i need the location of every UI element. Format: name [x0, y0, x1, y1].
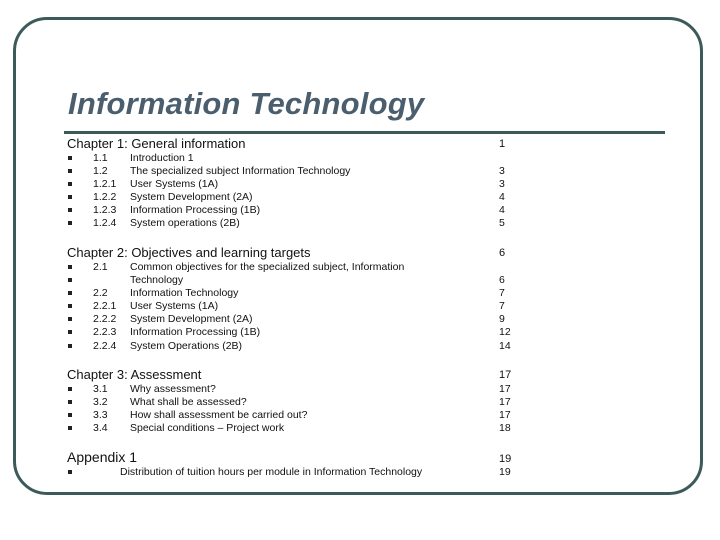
toc-text: System Development (2A)	[130, 313, 253, 325]
toc-row	[0, 204, 720, 217]
toc-number: 1.2	[93, 165, 108, 177]
bullet-icon	[68, 330, 72, 334]
toc-row	[0, 313, 720, 326]
toc-page: 4	[499, 191, 505, 203]
toc-text: Information Processing (1B)	[130, 326, 261, 338]
toc-number: 1.2.4	[93, 217, 117, 229]
toc-text: Common objectives for the specialized subject, Information	[130, 261, 405, 273]
toc-text: Information Technology	[130, 287, 239, 299]
toc-number: 2.2.1	[93, 300, 117, 312]
toc-row	[0, 178, 720, 191]
toc-row	[0, 326, 720, 339]
toc-text: Distribution of tuition hours per module in Information Technology	[120, 466, 423, 478]
toc-page: 19	[499, 466, 511, 478]
toc-number: 3.1	[93, 383, 108, 395]
toc-number: 3.2	[93, 396, 108, 408]
toc-page: 3	[499, 178, 505, 190]
title-divider	[64, 131, 665, 134]
toc-text: Introduction 1	[130, 152, 194, 164]
toc-text: What shall be assessed?	[130, 396, 247, 408]
toc-page: 7	[499, 300, 505, 312]
toc-row	[0, 274, 720, 287]
bullet-icon	[68, 221, 72, 225]
toc-text: System Development (2A)	[130, 191, 253, 203]
toc-row	[0, 300, 720, 313]
bullet-icon	[68, 317, 72, 321]
slide-title: Information Technology	[68, 86, 425, 121]
bullet-icon	[68, 195, 72, 199]
toc-page: 17	[499, 396, 511, 408]
toc-number: 1.2.2	[93, 191, 117, 203]
bullet-icon	[68, 182, 72, 186]
toc-text: How shall assessment be carried out?	[130, 409, 308, 421]
toc-row	[0, 191, 720, 204]
bullet-icon	[68, 278, 72, 282]
toc-page: 9	[499, 313, 505, 325]
toc-page: 17	[499, 383, 511, 395]
section-title: Chapter 1: General information	[67, 136, 246, 151]
toc-page: 6	[499, 274, 505, 286]
toc-text: System operations (2B)	[130, 217, 240, 229]
toc-page: 3	[499, 165, 505, 177]
section-title: Chapter 2: Objectives and learning targets	[67, 245, 311, 260]
toc-number: 2.2	[93, 287, 108, 299]
toc-number: 2.2.4	[93, 340, 117, 352]
bullet-icon	[68, 304, 72, 308]
toc-number: 1.2.3	[93, 204, 117, 216]
toc-row	[0, 340, 720, 353]
toc-row	[0, 396, 720, 409]
toc-text: Information Processing (1B)	[130, 204, 261, 216]
toc-number: 2.2.2	[93, 313, 117, 325]
bullet-icon	[68, 470, 72, 474]
toc-number: 1.1	[93, 152, 108, 164]
toc-row	[0, 422, 720, 435]
toc-page: 4	[499, 204, 505, 216]
bullet-icon	[68, 426, 72, 430]
toc-text: Why assessment?	[130, 383, 216, 395]
bullet-icon	[68, 169, 72, 173]
bullet-icon	[68, 413, 72, 417]
toc-row	[0, 383, 720, 396]
toc-text: User Systems (1A)	[130, 300, 219, 312]
toc-text: System Operations (2B)	[130, 340, 243, 352]
toc-page: 18	[499, 422, 511, 434]
bullet-icon	[68, 387, 72, 391]
bullet-icon	[68, 265, 72, 269]
bullet-icon	[68, 291, 72, 295]
toc-row	[0, 466, 720, 479]
section-title: Chapter 3: Assessment	[67, 367, 202, 382]
toc-number: 1.2.1	[93, 178, 117, 190]
section-page: 6	[499, 247, 506, 259]
toc-row	[0, 217, 720, 230]
toc-row	[0, 152, 720, 165]
toc-row	[0, 261, 720, 274]
toc-page: 5	[499, 217, 505, 229]
toc-page: 17	[499, 409, 511, 421]
section-page: 19	[499, 453, 512, 465]
toc-text: The specialized subject Information Technology	[130, 165, 351, 177]
toc-text: User Systems (1A)	[130, 178, 219, 190]
bullet-icon	[68, 344, 72, 348]
toc-row	[0, 165, 720, 178]
toc-text: Technology	[130, 274, 184, 286]
bullet-icon	[68, 208, 72, 212]
toc-page: 12	[499, 326, 511, 338]
toc-number: 3.3	[93, 409, 108, 421]
toc-text: Special conditions – Project work	[130, 422, 285, 434]
toc-page: 7	[499, 287, 505, 299]
section-title: Appendix 1	[67, 449, 138, 465]
toc-row	[0, 409, 720, 422]
toc-page: 14	[499, 340, 511, 352]
toc-number: 2.1	[93, 261, 108, 273]
toc-number: 2.2.3	[93, 326, 117, 338]
bullet-icon	[68, 156, 72, 160]
section-page: 17	[499, 369, 512, 381]
toc-number: 3.4	[93, 422, 108, 434]
toc-row	[0, 287, 720, 300]
section-page: 1	[499, 138, 506, 150]
bullet-icon	[68, 400, 72, 404]
